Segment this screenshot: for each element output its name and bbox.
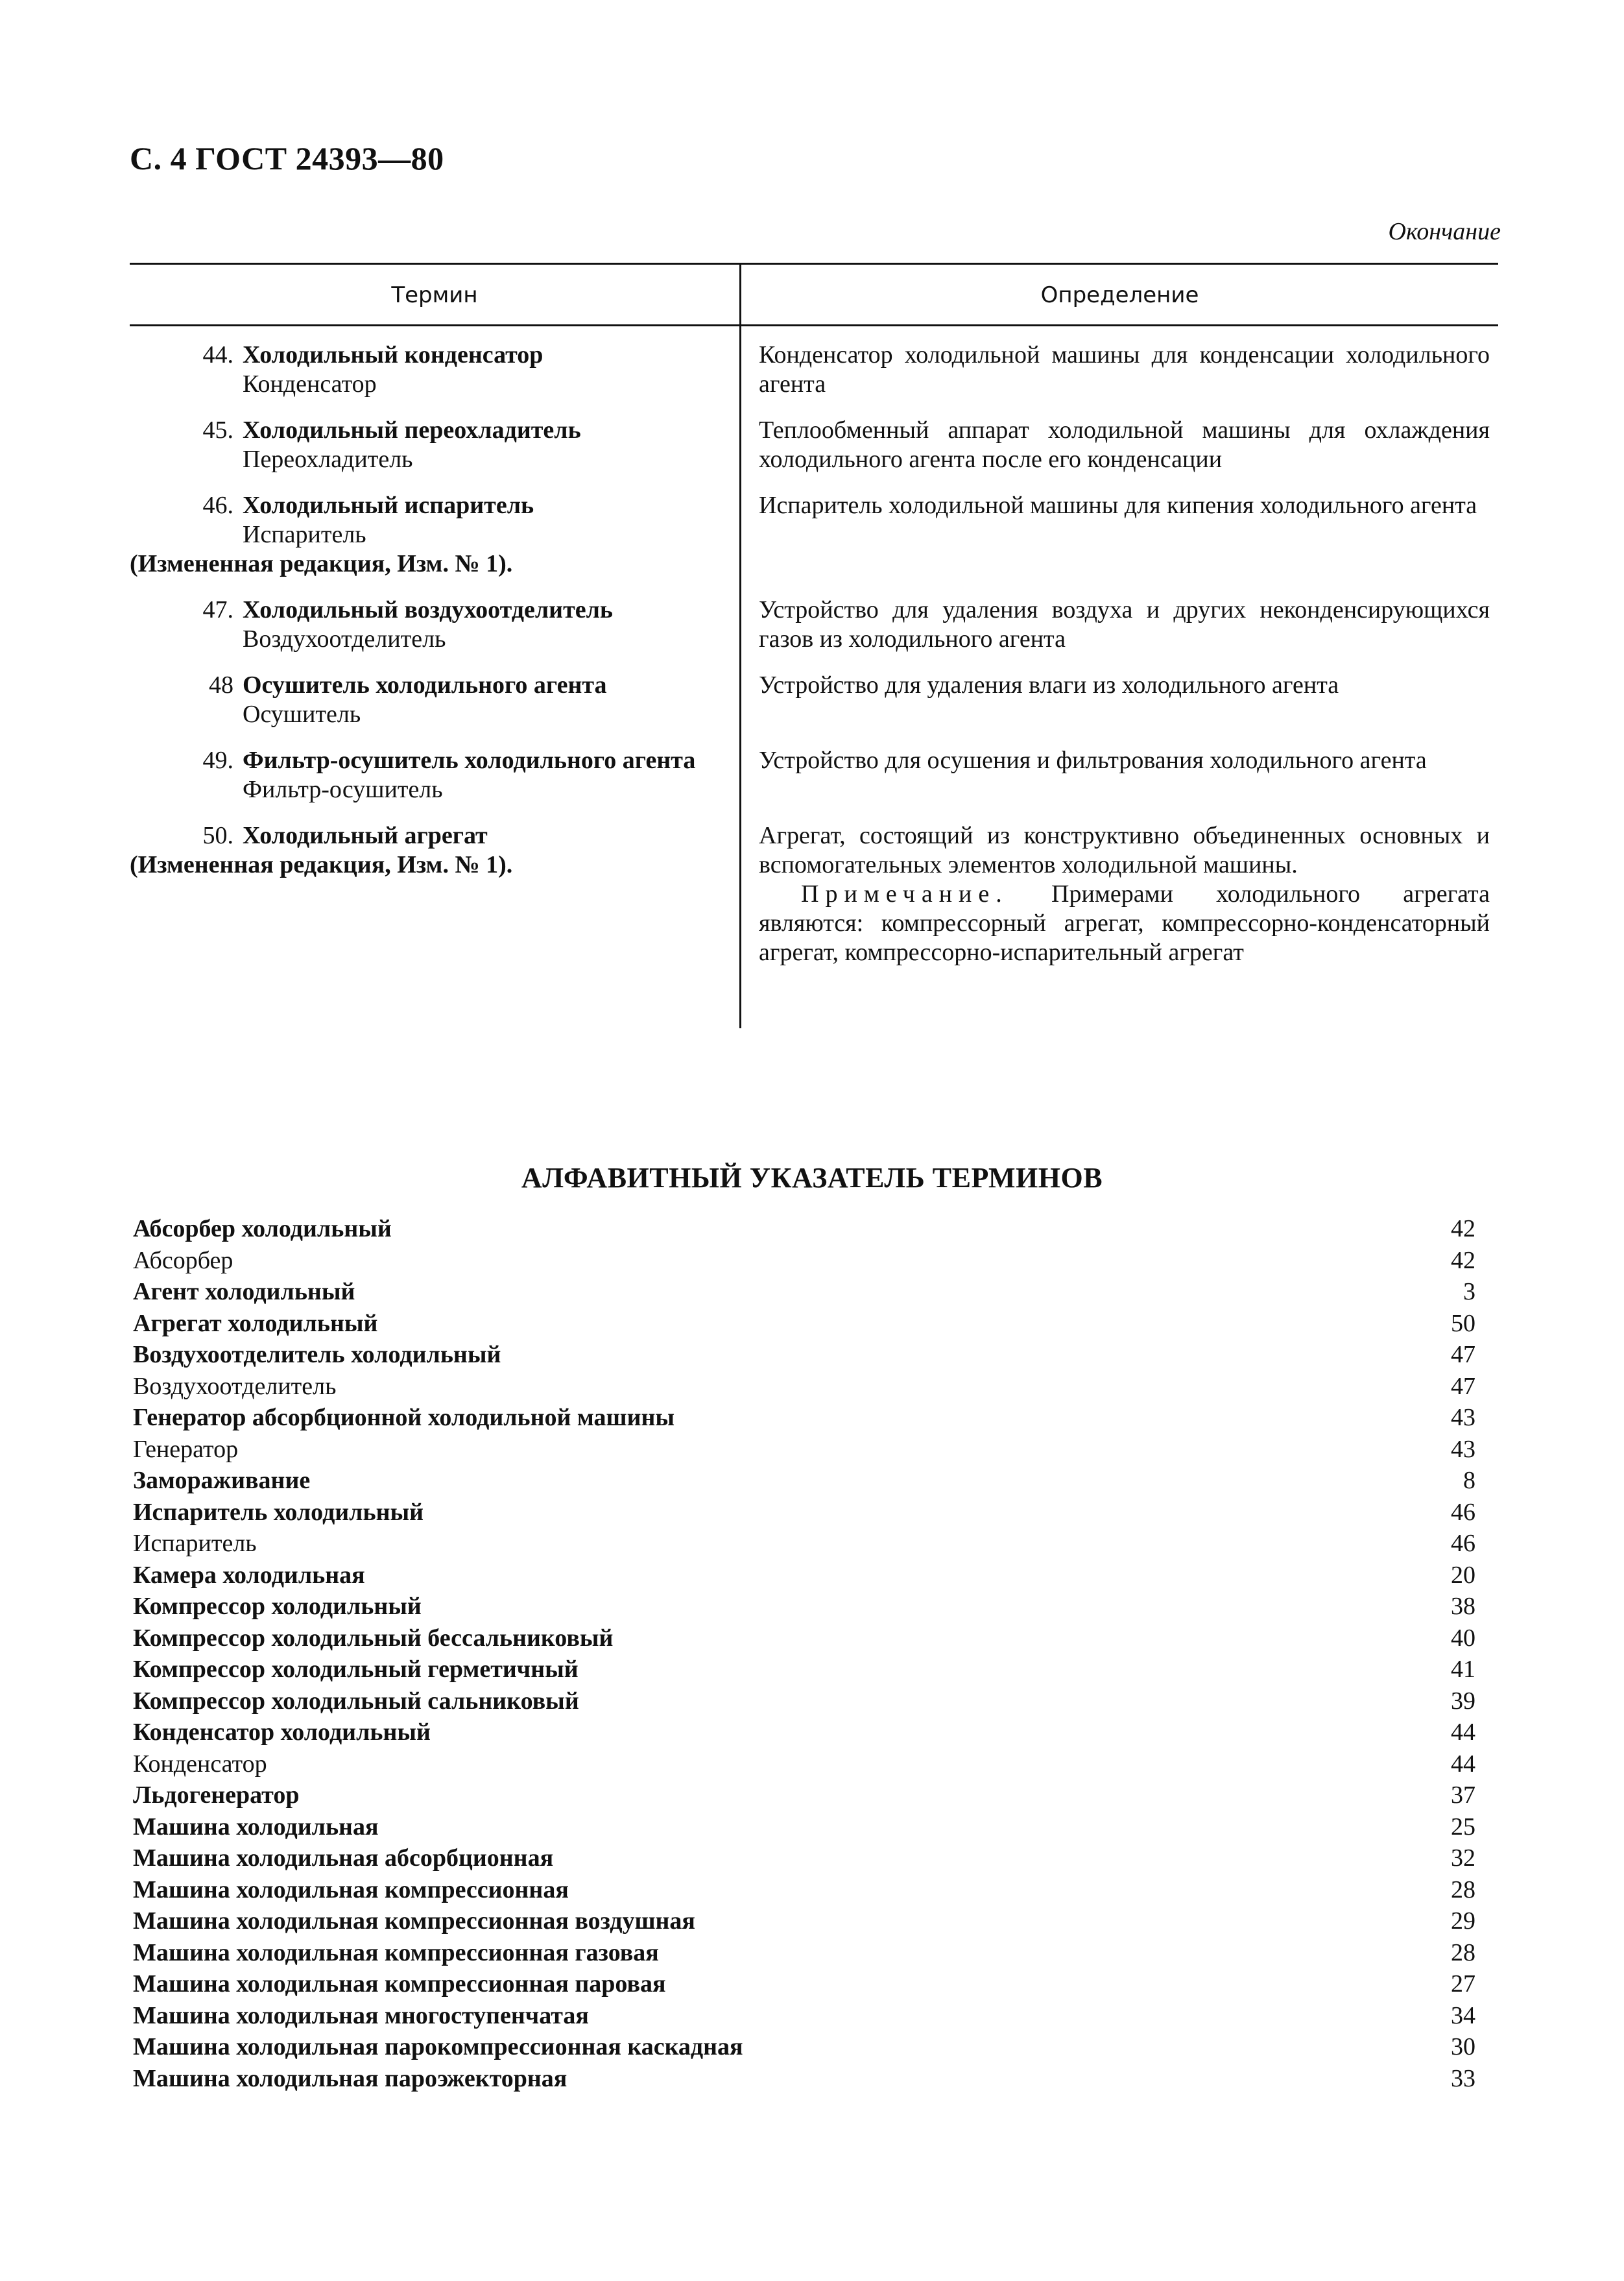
index-term-number: 41 xyxy=(1451,1656,1475,1683)
alphabetical-index xyxy=(133,1213,1475,2094)
index-term: Абсорбер xyxy=(133,1246,233,1274)
term-cell xyxy=(130,821,739,967)
index-entry xyxy=(133,1276,1475,1308)
index-term-number: 33 xyxy=(1451,2064,1475,2092)
table-row xyxy=(130,821,1498,967)
index-entry xyxy=(133,1465,1475,1497)
index-term: Генератор xyxy=(133,1435,239,1463)
term-short-form: Переохладитель xyxy=(243,446,413,473)
index-term: Воздухоотделитель xyxy=(133,1372,337,1400)
definition-note xyxy=(759,880,1490,967)
index-term: Компрессор холодильный xyxy=(133,1593,422,1620)
term-cell xyxy=(130,671,739,729)
term-short-form: Конденсатор xyxy=(243,370,377,398)
term-name: Осушитель холодильного агента xyxy=(243,671,607,699)
index-term: Машина холодильная xyxy=(133,1813,379,1840)
index-entry xyxy=(133,1780,1475,1811)
index-term: Испаритель xyxy=(133,1530,257,1557)
index-term: Компрессор холодильный герметичный xyxy=(133,1656,579,1683)
index-term-number: 42 xyxy=(1451,1215,1475,1242)
term-number: 50. xyxy=(202,822,233,849)
index-entry xyxy=(133,1717,1475,1748)
index-entry xyxy=(133,1968,1475,2000)
index-term-number: 46 xyxy=(1451,1530,1475,1557)
table-row xyxy=(130,671,1498,729)
index-entry xyxy=(133,1402,1475,1434)
index-term-number: 27 xyxy=(1451,1970,1475,1997)
index-entry xyxy=(133,1937,1475,1969)
term-short-form: Воздухоотделитель xyxy=(243,625,446,653)
index-term-number: 42 xyxy=(1451,1246,1475,1274)
term-cell xyxy=(130,596,739,654)
index-entry xyxy=(133,1434,1475,1466)
index-term: Льдогенератор xyxy=(133,1781,300,1809)
index-term: Воздухоотделитель холодильный xyxy=(133,1341,501,1368)
table-row xyxy=(130,416,1498,474)
index-term: Машина холодильная пароэжекторная xyxy=(133,2064,567,2092)
index-term: Машина холодильная компрессионная газовая xyxy=(133,1938,659,1966)
index-entry xyxy=(133,1213,1475,1245)
index-term-number: 29 xyxy=(1451,1907,1475,1935)
definition-cell: Устройство для осушения и фильтрования холодильного агента xyxy=(759,747,1427,774)
definition-text: Агрегат, состоящий из конструктивно объединенных основных и вспомогательных элементов холодильной машины. xyxy=(759,822,1490,878)
term-name: Холодильный агрегат xyxy=(243,822,488,849)
index-entry xyxy=(133,2031,1475,2063)
definition-cell: Устройство для удаления влаги из холодильного агента xyxy=(759,671,1339,699)
note-text: Примерами холодильного агрегата являются: компрессорный агрегат, компрессорно-конденсаторный агрегат, компрессорно-испарительный агрегат xyxy=(759,880,1490,966)
column-header-term: Термин xyxy=(391,282,478,308)
index-entry xyxy=(133,1842,1475,1874)
index-term-number: 44 xyxy=(1451,1750,1475,1778)
table-header-rule xyxy=(130,324,1498,326)
index-term-number: 38 xyxy=(1451,1593,1475,1620)
index-entry xyxy=(133,1748,1475,1780)
index-term: Конденсатор холодильный xyxy=(133,1719,431,1746)
index-term: Компрессор холодильный бессальниковый xyxy=(133,1624,614,1652)
index-entry xyxy=(133,1874,1475,1906)
term-number: 48 xyxy=(209,671,233,699)
table-top-rule xyxy=(130,263,1498,265)
index-term-number: 28 xyxy=(1451,1938,1475,1966)
index-term: Машина холодильная компрессионная воздушная xyxy=(133,1907,695,1935)
amendment-note: (Измененная редакция, Изм. № 1). xyxy=(130,851,513,878)
index-term-number: 28 xyxy=(1451,1876,1475,1903)
index-term-number: 20 xyxy=(1451,1561,1475,1589)
index-entry xyxy=(133,1371,1475,1403)
index-term-number: 40 xyxy=(1451,1624,1475,1652)
index-term-number: 25 xyxy=(1451,1813,1475,1840)
term-name: Холодильный конденсатор xyxy=(243,341,543,368)
index-entry xyxy=(133,1905,1475,1937)
definition-cell: Теплообменный аппарат холодильной машины для охлаждения холодильного агента после его конденсации xyxy=(759,416,1490,473)
index-term: Машина холодильная компрессионная паровая xyxy=(133,1970,666,1997)
definition-cell: Устройство для удаления воздуха и других неконденсирующихся газов из холодильного агента xyxy=(759,596,1490,653)
index-entry xyxy=(133,1811,1475,1843)
column-header-definition: Определение xyxy=(1040,282,1199,308)
term-number: 44. xyxy=(202,341,233,368)
definition-cell: Конденсатор холодильной машины для конденсации холодильного агента xyxy=(759,341,1490,398)
note-label: Примечание. xyxy=(801,880,1009,908)
table-row xyxy=(130,596,1498,654)
index-term-number: 3 xyxy=(1463,1278,1475,1305)
index-term: Машина холодильная компрессионная xyxy=(133,1876,569,1903)
index-term-number: 30 xyxy=(1451,2033,1475,2060)
index-term-number: 47 xyxy=(1451,1372,1475,1400)
index-entry xyxy=(133,1591,1475,1623)
index-term: Машина холодильная многоступенчатая xyxy=(133,2001,589,2029)
index-term: Компрессор холодильный сальниковый xyxy=(133,1687,579,1715)
continuation-label: Окончание xyxy=(1388,218,1501,245)
index-entry xyxy=(133,1528,1475,1560)
term-name: Холодильный воздухоотделитель xyxy=(243,596,614,623)
index-term-number: 50 xyxy=(1451,1309,1475,1337)
table-row xyxy=(130,341,1498,399)
index-term-number: 32 xyxy=(1451,1844,1475,1872)
page-header: С. 4 ГОСТ 24393—80 xyxy=(130,140,444,176)
index-entry xyxy=(133,1560,1475,1591)
index-term: Испаритель холодильный xyxy=(133,1498,424,1526)
index-term-number: 43 xyxy=(1451,1435,1475,1463)
index-term: Конденсатор xyxy=(133,1750,267,1778)
index-term-number: 34 xyxy=(1451,2001,1475,2029)
table-row xyxy=(130,746,1498,804)
table-body xyxy=(130,341,1498,984)
index-term: Машина холодильная абсорбционная xyxy=(133,1844,554,1872)
index-entry xyxy=(133,1339,1475,1371)
term-short-form: Испаритель xyxy=(243,521,366,548)
index-term: Замораживание xyxy=(133,1467,311,1494)
index-term-number: 47 xyxy=(1451,1341,1475,1368)
index-entry xyxy=(133,2063,1475,2095)
term-cell xyxy=(130,416,739,474)
index-entry xyxy=(133,1308,1475,1340)
term-short-form: Фильтр-осушитель xyxy=(243,776,443,803)
term-short-form: Осушитель xyxy=(243,701,361,728)
term-number: 47. xyxy=(202,596,233,623)
amendment-note: (Измененная редакция, Изм. № 1). xyxy=(130,550,513,577)
index-title: АЛФАВИТНЫЙ УКАЗАТЕЛЬ ТЕРМИНОВ xyxy=(521,1162,1103,1194)
index-term-number: 44 xyxy=(1451,1719,1475,1746)
term-name: Холодильный переохладитель xyxy=(243,416,581,444)
term-cell xyxy=(130,341,739,399)
term-number: 46. xyxy=(202,492,233,519)
index-term: Агент холодильный xyxy=(133,1278,355,1305)
term-cell xyxy=(130,746,739,804)
index-term-number: 37 xyxy=(1451,1781,1475,1809)
index-term: Машина холодильная парокомпрессионная каскадная xyxy=(133,2033,743,2060)
index-term: Генератор абсорбционной холодильной машины xyxy=(133,1404,675,1431)
definition-cell xyxy=(739,821,1496,967)
index-term: Абсорбер холодильный xyxy=(133,1215,392,1242)
index-entry xyxy=(133,1685,1475,1717)
index-term-number: 43 xyxy=(1451,1404,1475,1431)
term-name: Фильтр-осушитель холодильного агента xyxy=(243,747,696,774)
term-cell xyxy=(130,491,739,579)
index-term-number: 39 xyxy=(1451,1687,1475,1715)
index-entry xyxy=(133,1245,1475,1277)
term-number: 49. xyxy=(202,747,233,774)
index-entry xyxy=(133,2000,1475,2032)
index-entry xyxy=(133,1623,1475,1654)
term-name: Холодильный испаритель xyxy=(243,492,534,519)
index-entry xyxy=(133,1497,1475,1528)
definition-cell: Испаритель холодильной машины для кипения холодильного агента xyxy=(759,492,1477,519)
index-term: Камера холодильная xyxy=(133,1561,365,1589)
index-entry xyxy=(133,1654,1475,1685)
index-term-number: 8 xyxy=(1463,1467,1475,1494)
table-row xyxy=(130,491,1498,579)
index-term-number: 46 xyxy=(1451,1498,1475,1526)
term-number: 45. xyxy=(202,416,233,444)
index-term: Агрегат холодильный xyxy=(133,1309,378,1337)
